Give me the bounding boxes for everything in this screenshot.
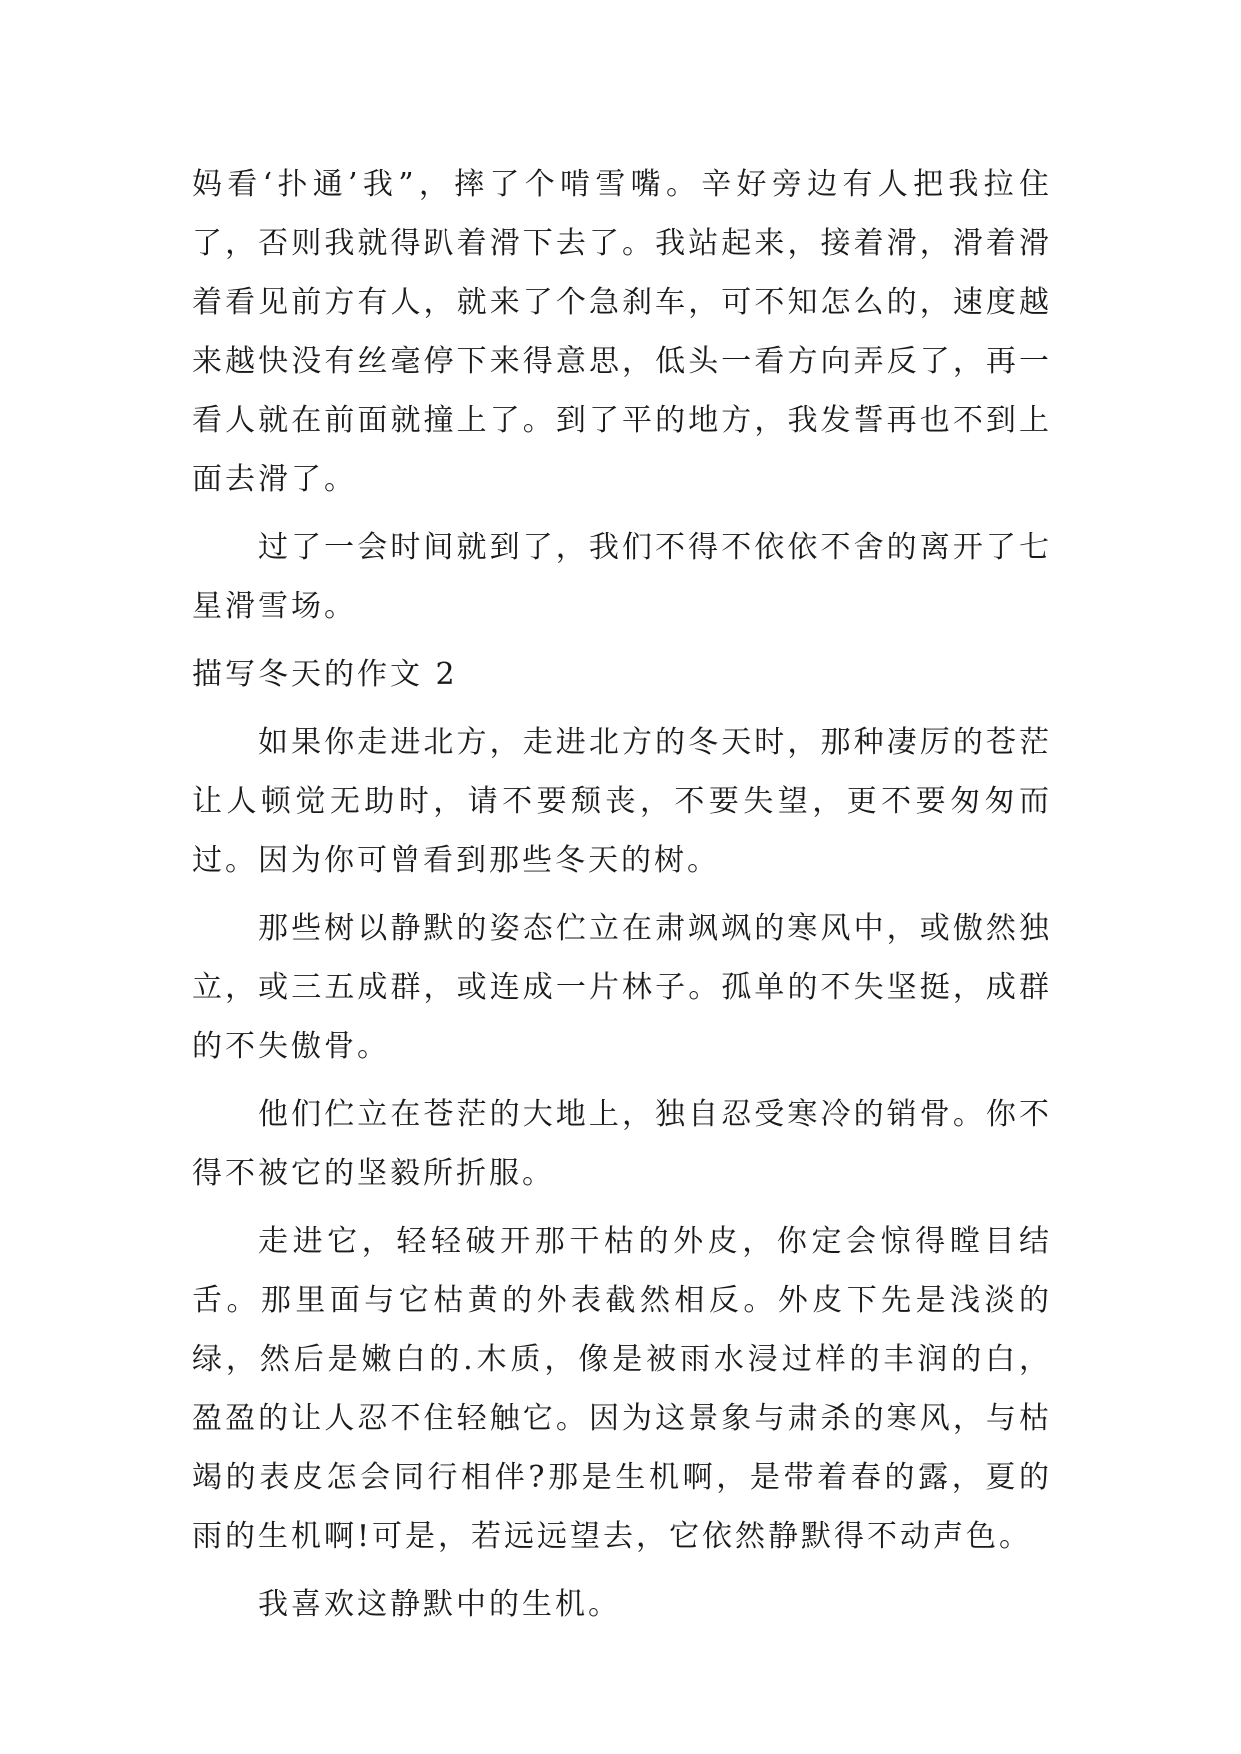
document-body [192,155,1052,1643]
paragraph-7: 我喜欢这静默中的生机。 [258,1587,621,1622]
paragraph-1: 妈看‘扑通’我”，摔了个啃雪嘴。辛好旁边有人把我拉住了，否则我就得趴着滑下去了。我站起来，接着滑，滑着滑着看见前方有人，就来了个急刹车，可不知怎么的，速度越来越快没有丝毫停下来得意思，低头一看方向弄反了，再一看人就在前面就撞上了。到了平的地方，我发誓再也不到上面去滑了。 [192,167,1052,497]
paragraph-2: 过了一会时间就到了，我们不得不依依不舍的离开了七星滑雪场。 [192,530,1052,624]
paragraph-3: 如果你走进北方，走进北方的冬天时，那种凄厉的苍茫让人顿觉无助时，请不要颓丧，不要失望，更不要匆匆而过。因为你可曾看到那些冬天的树。 [192,725,1052,878]
paragraph-4: 那些树以静默的姿态伫立在肃飒飒的寒风中，或傲然独立，或三五成群，或连成一片林子。孤单的不失坚挺，成群的不失傲骨。 [192,911,1052,1064]
paragraph-5: 他们伫立在苍茫的大地上，独自忍受寒冷的销骨。你不得不被它的坚毅所折服。 [192,1097,1052,1191]
section-heading: 描写冬天的作文 2 [192,657,458,692]
paragraph-6: 走进它，轻轻破开那干枯的外皮，你定会惊得瞠目结舌。那里面与它枯黄的外表截然相反。外皮下先是浅淡的绿，然后是嫩白的.木质，像是被雨水浸过样的丰润的白，盈盈的让人忍不住轻触它。因为这景象与肃杀的寒风，与枯竭的表皮怎会同行相伴?那是生机啊，是带着春的露，夏的雨的生机啊!可是，若远远望去，它依然静默得不动声色。 [192,1224,1052,1554]
